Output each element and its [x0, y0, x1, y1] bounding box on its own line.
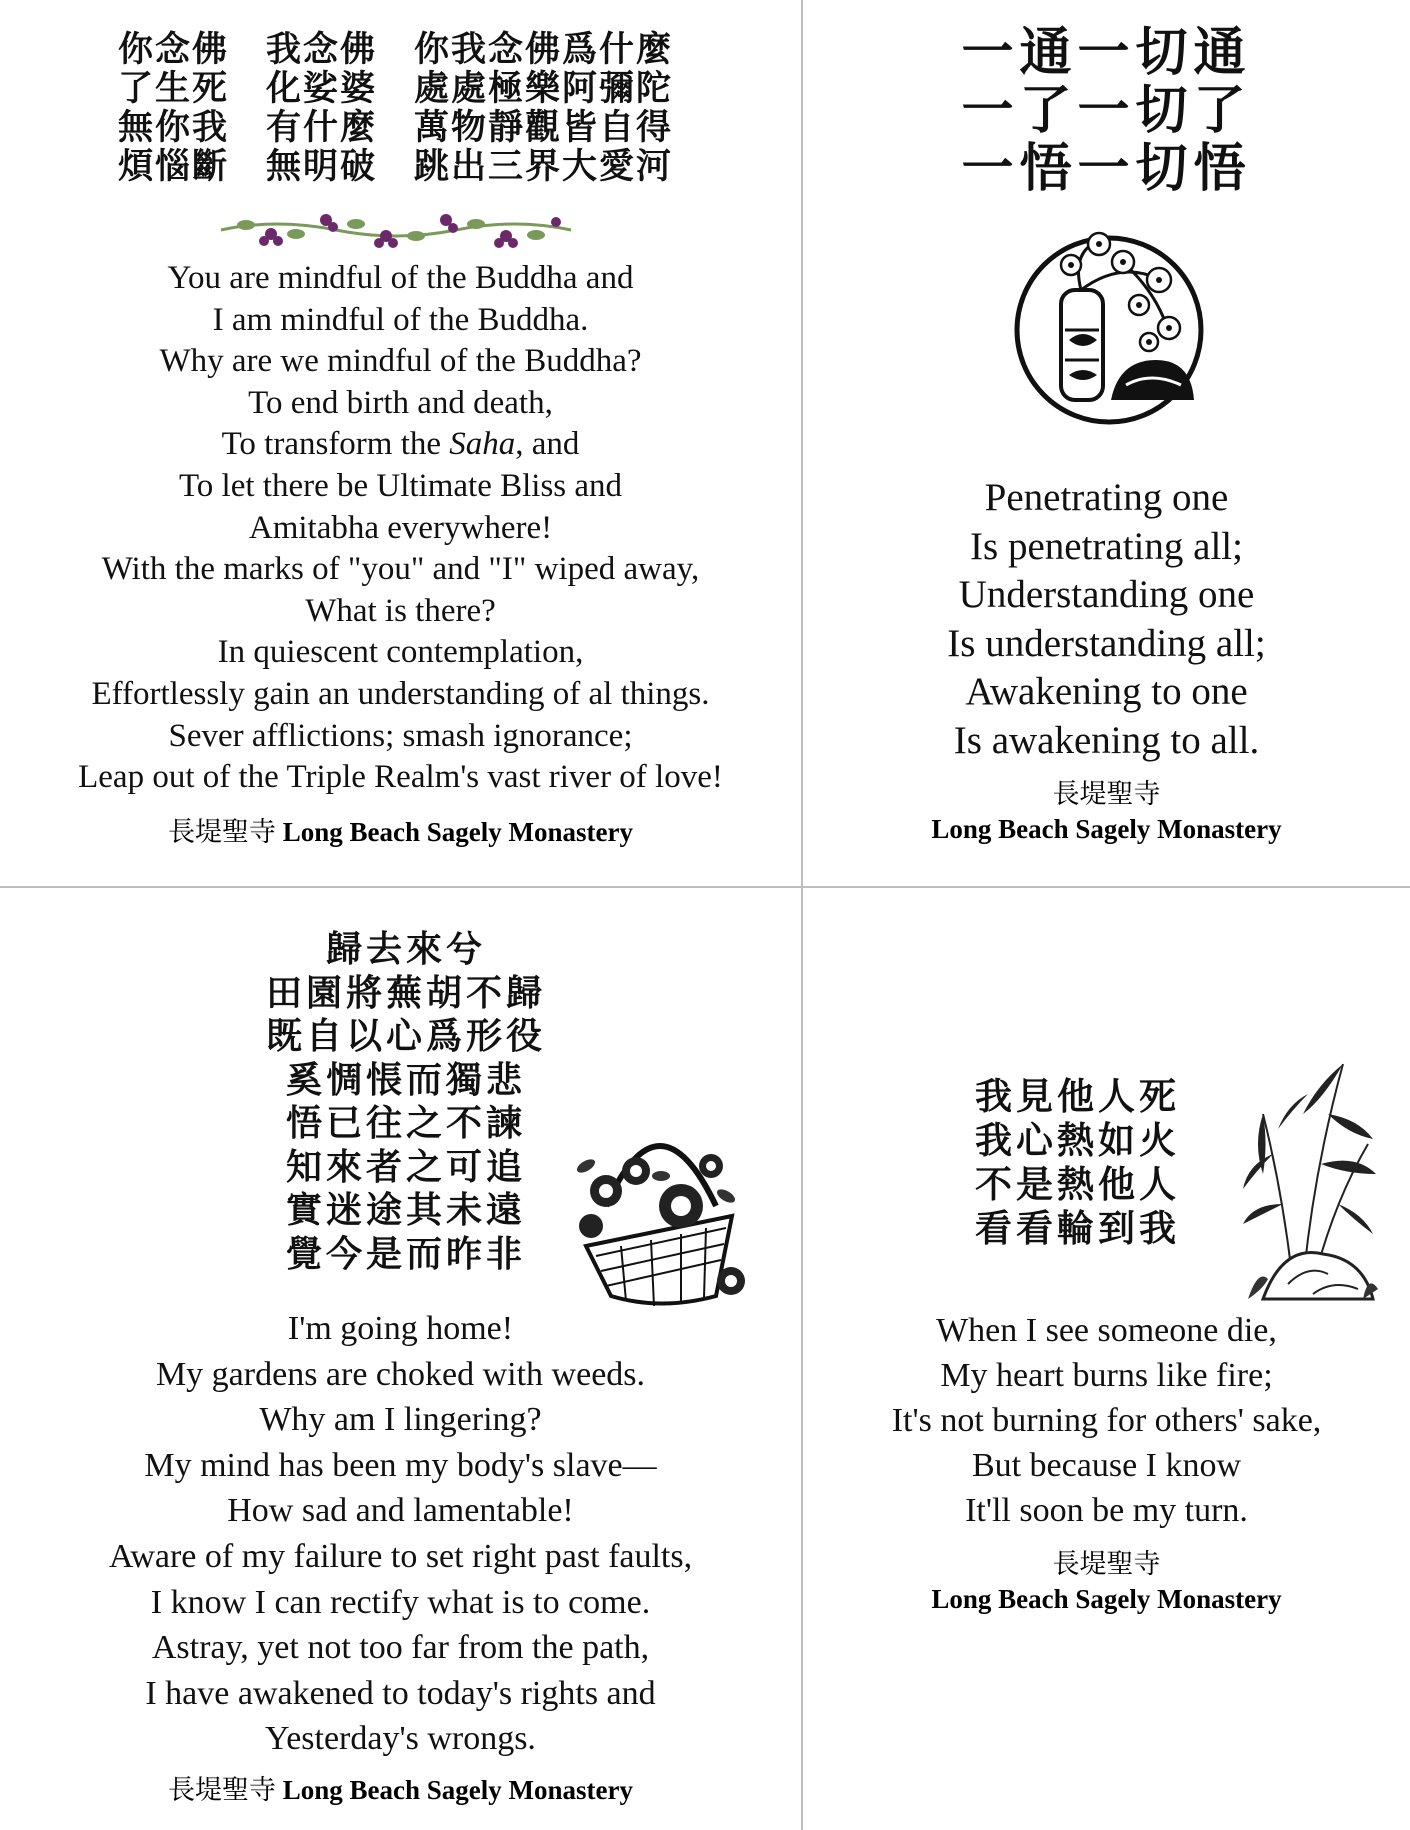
footer-english: Long Beach Sagely Monastery — [931, 814, 1282, 844]
chinese-line: 知來者之可追 — [285, 1145, 526, 1188]
english-line: To end birth and death, — [248, 384, 553, 421]
english-line: It'll soon be my turn. — [965, 1492, 1248, 1529]
chinese-line: 我心熱如火 — [975, 1118, 1180, 1162]
vase-blossom-emblem-icon — [1011, 210, 1207, 450]
english-line: Aware of my failure to set right past faults, — [108, 1537, 693, 1575]
footer-chinese: 長堤聖寺 — [1052, 779, 1161, 810]
english-line: Why are we mindful of the Buddha? — [159, 343, 642, 380]
english-line: Effortlessly gain an understanding of al things. — [91, 675, 710, 712]
english-line: Leap out of the Triple Realm's vast river of love! — [78, 759, 723, 796]
chinese-line: 一了一切了 — [961, 80, 1252, 141]
english-verse — [0, 1306, 801, 1762]
card-my-turn — [803, 888, 1410, 1830]
bamboo-rock-icon — [1243, 1054, 1378, 1304]
english-line: Yesterday's wrongs. — [265, 1720, 536, 1758]
chinese-line: 一通一切通 — [961, 22, 1252, 83]
english-line: Why am I lingering? — [259, 1401, 542, 1439]
footer-english: Long Beach Sagely Monastery — [282, 1775, 633, 1805]
english-verse — [803, 1308, 1410, 1533]
chinese-line: 覺今是而昨非 — [285, 1232, 526, 1275]
grape-vine-divider-icon — [216, 210, 576, 250]
monastery-footer — [0, 810, 801, 849]
english-verse — [0, 258, 801, 799]
chinese-verse — [236, 928, 576, 1276]
card-mindful-of-buddha — [0, 0, 801, 886]
saha-suffix: , and — [515, 426, 580, 463]
english-line: It's not burning for others' sake, — [891, 1402, 1322, 1439]
english-line: I am mindful of the Buddha. — [212, 301, 589, 338]
chinese-line: 田園將蕪胡不歸 — [265, 971, 546, 1014]
chinese-line: 了生死 化娑婆 處處極樂阿彌陀 — [118, 68, 674, 109]
english-line: To let there be Ultimate Bliss and — [178, 467, 623, 504]
footer-english: Long Beach Sagely Monastery — [931, 1584, 1282, 1614]
english-line: Sever afflictions; smash ignorance; — [168, 717, 633, 754]
footer-chinese: 長堤聖寺 — [168, 1775, 276, 1806]
card-penetrating-one — [803, 0, 1410, 886]
chinese-line: 悟已往之不諫 — [285, 1102, 526, 1144]
english-line: When I see someone die, — [936, 1312, 1277, 1349]
saha-prefix: To transform the — [221, 426, 450, 463]
english-line: But because I know — [971, 1447, 1242, 1484]
english-line: Understanding one — [958, 573, 1255, 616]
english-line: I have awakened to today's rights and — [145, 1674, 656, 1712]
english-line: In quiescent contemplation, — [217, 634, 584, 671]
english-line: I know I can rectify what is to come. — [150, 1583, 651, 1621]
monastery-footer — [0, 1768, 801, 1807]
english-line: Penetrating one — [984, 476, 1229, 519]
english-line: How sad and lamentable! — [227, 1492, 574, 1530]
english-line: Is awakening to all. — [953, 718, 1260, 762]
chinese-verse — [118, 30, 698, 186]
chinese-line: 既自以心爲形役 — [265, 1015, 546, 1057]
flower-basket-icon — [566, 1096, 752, 1316]
card-going-home — [0, 888, 801, 1830]
chinese-line: 奚惆悵而獨悲 — [285, 1058, 526, 1101]
english-line: My gardens are choked with weeds. — [155, 1355, 646, 1393]
english-line: Is penetrating all; — [970, 524, 1243, 568]
footer-chinese: 長堤聖寺 — [1052, 1549, 1161, 1580]
english-line: With the marks of "you" and "I" wiped away, — [101, 551, 700, 588]
english-line: Awakening to one — [965, 670, 1248, 713]
saha-word: Saha — [449, 426, 516, 463]
english-verse — [803, 474, 1410, 765]
chinese-verse — [975, 1074, 1235, 1250]
monastery-footer — [803, 778, 1410, 846]
chinese-line: 看看輪到我 — [975, 1206, 1180, 1250]
chinese-line: 不是熱他人 — [975, 1162, 1180, 1206]
chinese-line: 實迷途其未遠 — [285, 1189, 526, 1231]
english-line: What is there? — [305, 592, 496, 629]
english-line: Is understanding all; — [947, 621, 1266, 665]
chinese-line: 一悟一切悟 — [961, 138, 1252, 199]
chinese-line: 無你我 有什麼 萬物靜觀皆自得 — [118, 107, 674, 148]
footer-chinese: 長堤聖寺 — [168, 817, 276, 848]
monastery-footer — [803, 1548, 1410, 1616]
chinese-line: 我見他人死 — [975, 1074, 1180, 1118]
english-line: Amitabha everywhere! — [248, 509, 553, 546]
english-line: Astray, yet not too far from the path, — [151, 1629, 650, 1667]
english-line: My mind has been my body's slave— — [144, 1446, 657, 1484]
footer-english: Long Beach Sagely Monastery — [282, 817, 633, 847]
chinese-line: 歸去來兮 — [325, 928, 486, 970]
english-line-saha — [0, 424, 801, 466]
chinese-line: 你念佛 我念佛 你我念佛爲什麼 — [118, 29, 674, 70]
english-line: I'm going home! — [287, 1310, 514, 1347]
english-line: My heart burns like fire; — [940, 1357, 1273, 1394]
english-line: You are mindful of the Buddha and — [167, 260, 634, 296]
chinese-line: 煩惱斷 無明破 跳出三界大愛河 — [118, 146, 674, 187]
chinese-verse — [803, 24, 1410, 198]
